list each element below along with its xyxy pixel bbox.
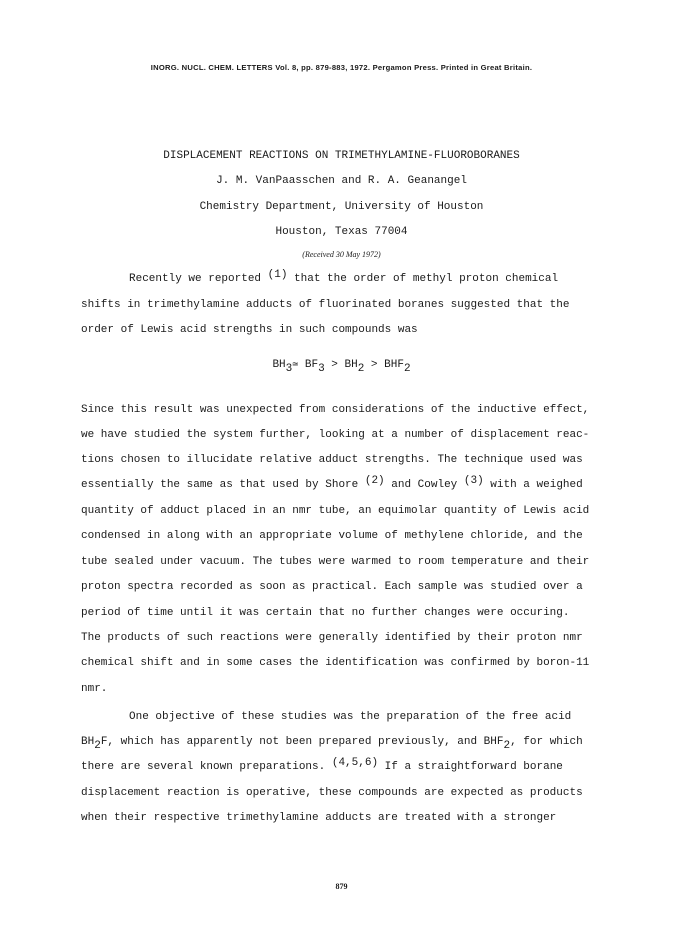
- text: BH: [81, 736, 95, 748]
- para2-line8: proton spectra recorded as soon as practical. Each sample was studied over a: [81, 581, 583, 593]
- reference-2: (2): [364, 475, 385, 487]
- formula-bhf2: BHF: [384, 359, 404, 371]
- para2-line11: chemical shift and in some cases the identification was confirmed by boron-11: [81, 657, 590, 669]
- subscript: 3: [285, 363, 293, 375]
- received-date: (Received 30 May 1972): [302, 250, 381, 259]
- para3-line1: One objective of these studies was the preparation of the free acid: [129, 711, 572, 723]
- affiliation: Chemistry Department, University of Houston: [199, 201, 484, 213]
- para2-line12: nmr.: [81, 683, 108, 695]
- para3-line2: [81, 736, 583, 752]
- para2-line3: tions chosen to illucidate relative adduct strengths. The technique used was: [81, 454, 583, 466]
- greater-than: >: [364, 359, 385, 371]
- para1-line2: shifts in trimethylamine adducts of fluorinated boranes suggested that the: [81, 299, 570, 311]
- journal-header: INORG. NUCL. CHEM. LETTERS Vol. 8, pp. 879-883, 1972. Pergamon Press. Printed in Great Britain.: [150, 63, 533, 72]
- subscript: 2: [94, 740, 101, 752]
- text: If a straightforward borane: [378, 761, 563, 773]
- para2-line10: The products of such reactions were generally identified by their proton nmr: [81, 632, 583, 644]
- para3-line3: [81, 757, 563, 773]
- para3-line4: displacement reaction is operative, these compounds are expected as products: [81, 787, 583, 799]
- reference-3: (3): [463, 475, 484, 487]
- text: Recently we reported: [129, 273, 268, 285]
- location: Houston, Texas 77004: [275, 226, 408, 238]
- para1-line1: [129, 269, 559, 285]
- article-title: DISPLACEMENT REACTIONS ON TRIMETHYLAMINE-FLUOROBORANES: [163, 150, 520, 162]
- text: F, which has apparently not been prepared previously, and BHF: [100, 736, 504, 748]
- subscript: 2: [403, 363, 411, 375]
- para2-line4: [81, 475, 583, 491]
- text: essentially the same as that used by Shore: [81, 479, 365, 491]
- para2-line7: tube sealed under vacuum. The tubes were warmed to room temperature and their: [81, 556, 590, 568]
- acid-strength-formula: [0, 359, 683, 375]
- para1-line3: order of Lewis acid strengths in such compounds was: [81, 324, 418, 336]
- reference-4-5-6: (4,5,6): [331, 757, 379, 769]
- subscript: 2: [503, 740, 511, 752]
- para2-line6: condensed in along with an appropriate volume of methylene chloride, and the: [81, 530, 583, 542]
- text: there are several known preparations.: [81, 761, 332, 773]
- text: and Cowley: [384, 479, 464, 491]
- text: with a weighed: [483, 479, 583, 491]
- subscript: 2: [357, 363, 365, 375]
- formula-bh2: BH: [344, 359, 358, 371]
- formula-bh3: BH: [272, 359, 286, 371]
- text: that the order of methyl proton chemical: [287, 273, 559, 285]
- para2-line1: Since this result was unexpected from considerations of the inductive effect,: [81, 404, 590, 416]
- para2-line9: period of time until it was certain that no further changes were occuring.: [81, 607, 570, 619]
- para3-line5: when their respective trimethylamine adducts are treated with a stronger: [81, 812, 557, 824]
- greater-than: >: [324, 359, 345, 371]
- page-number: 879: [335, 882, 348, 891]
- text: , for which: [510, 736, 583, 748]
- para2-line5: quantity of adduct placed in an nmr tube, an equimolar quantity of Lewis acid: [81, 505, 590, 517]
- reference-1: (1): [267, 269, 288, 281]
- subscript: 3: [318, 363, 325, 375]
- formula-bf3: BF: [304, 359, 319, 371]
- approx-symbol: ≃: [292, 360, 299, 371]
- para2-line2: we have studied the system further, looking at a number of displacement reac-: [81, 429, 590, 441]
- authors: J. M. VanPaasschen and R. A. Geanangel: [216, 175, 467, 187]
